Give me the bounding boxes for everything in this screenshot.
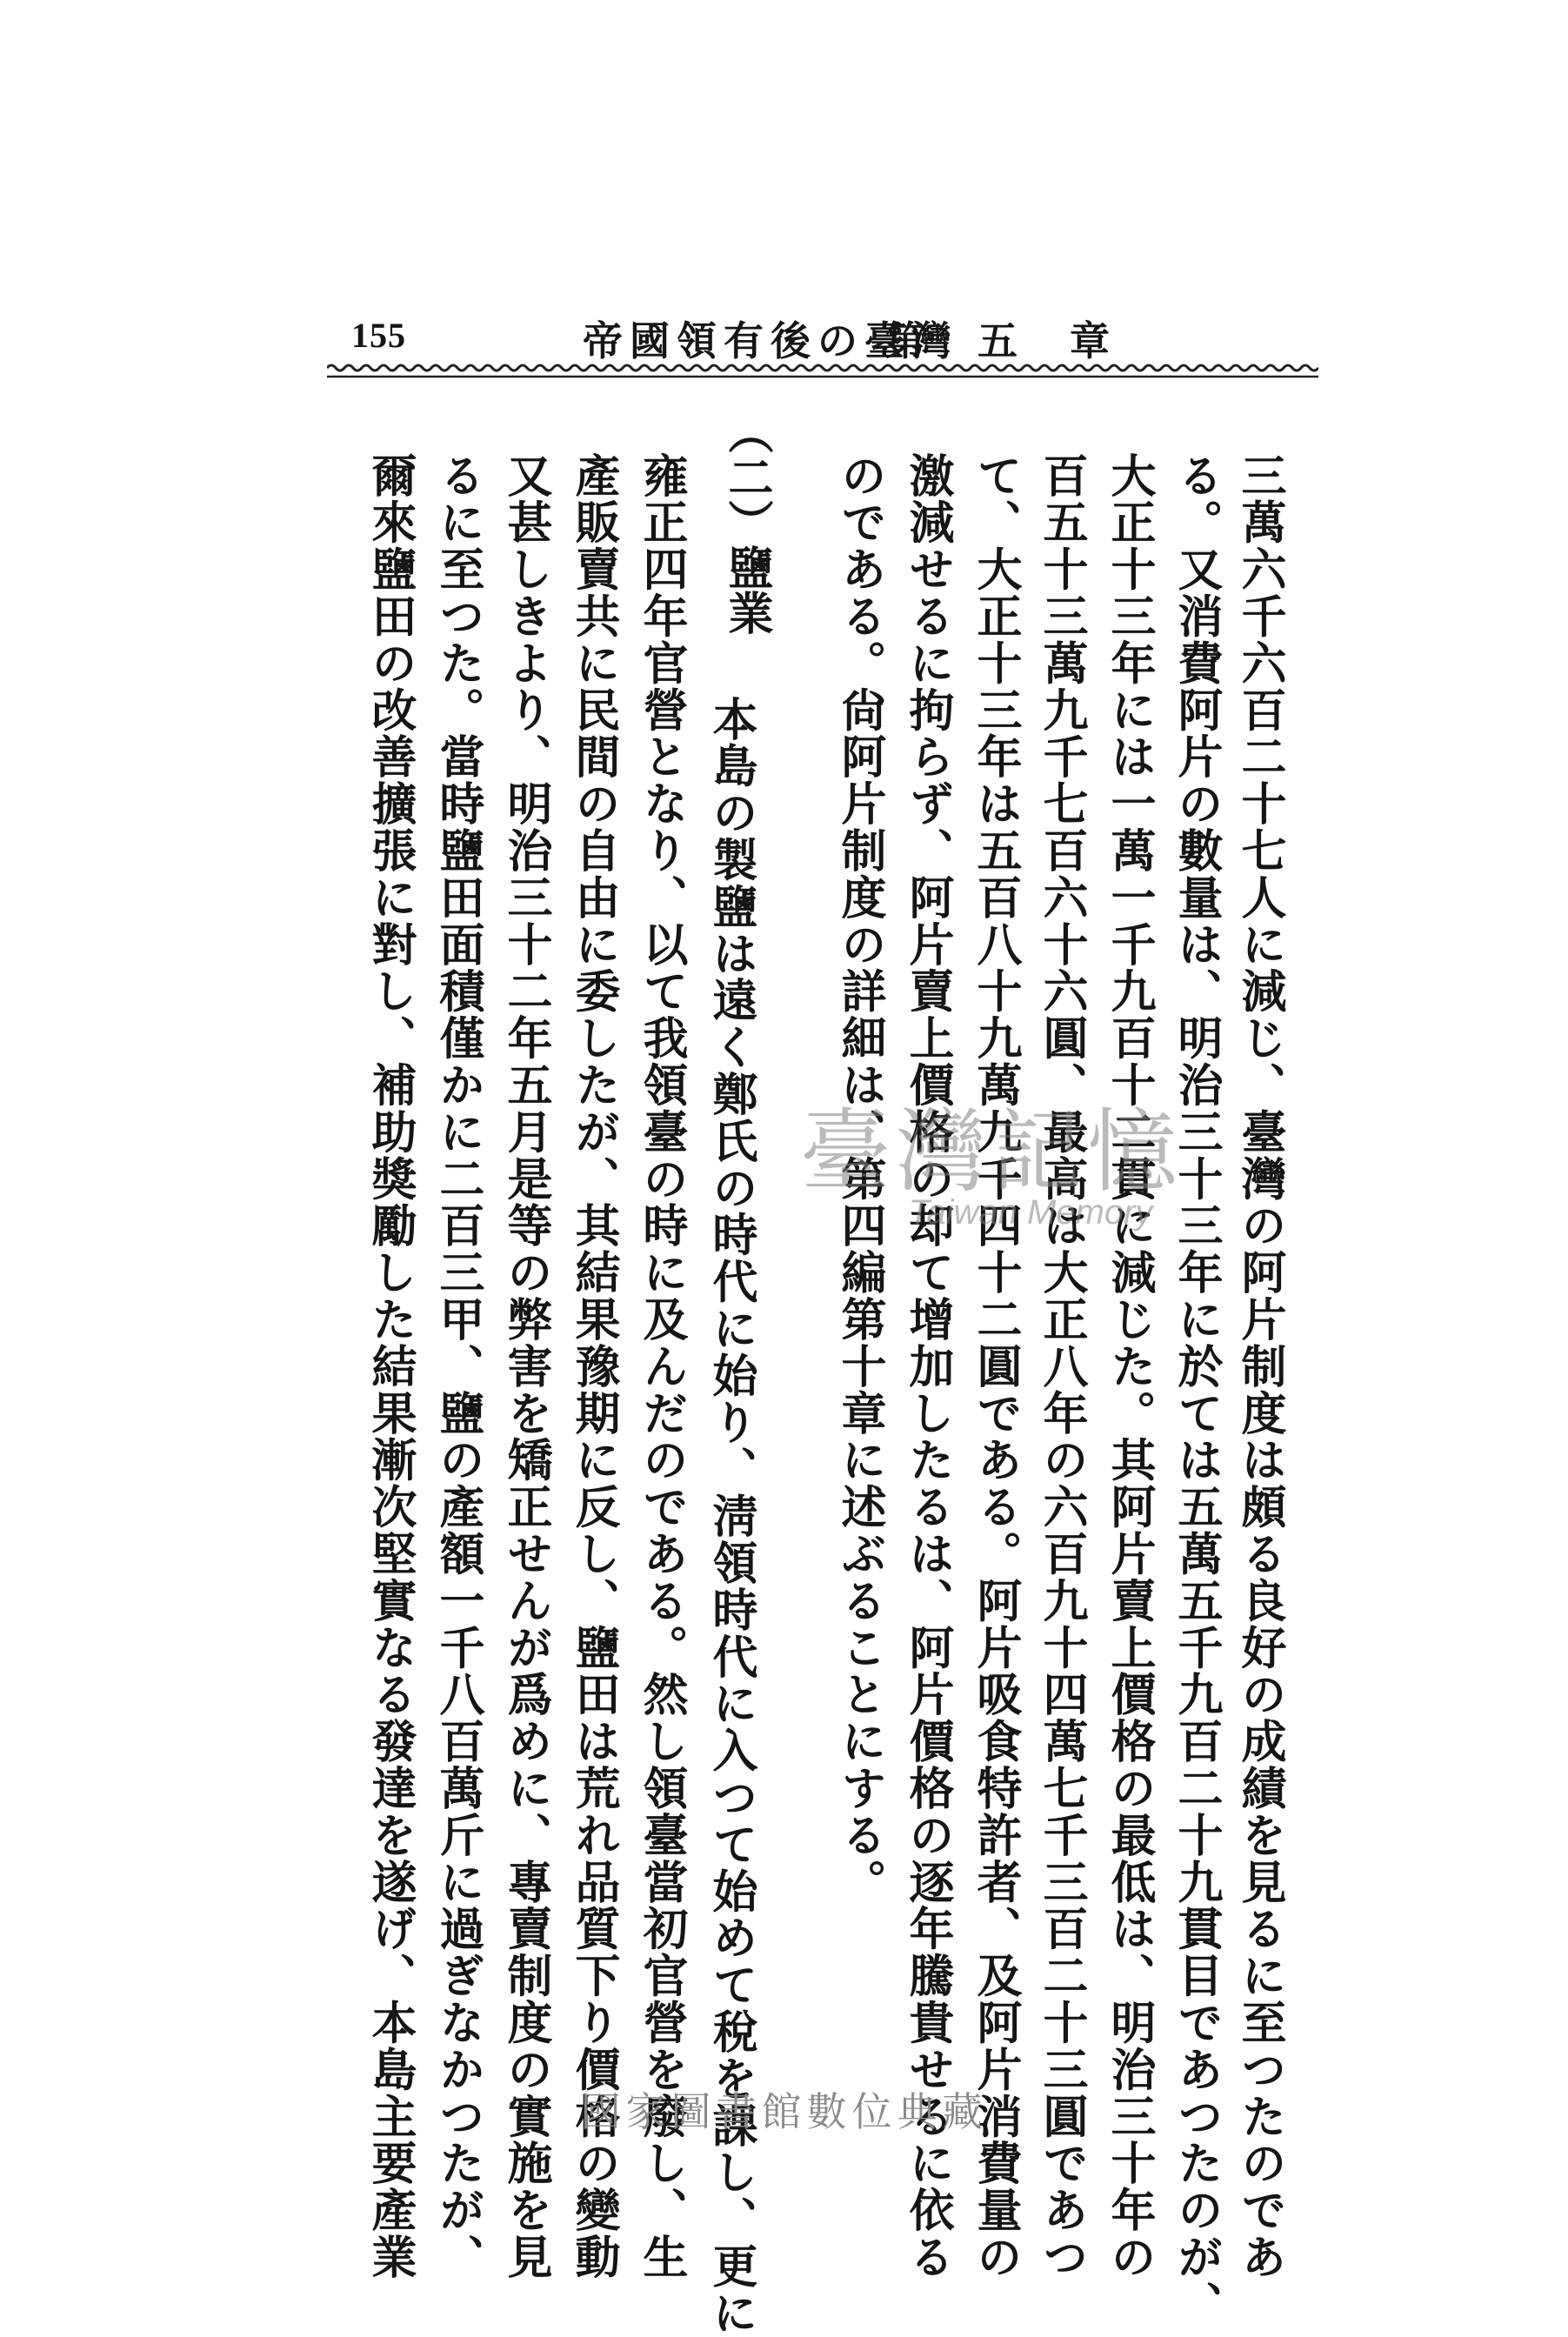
chapter-label: 第五章: [885, 317, 1162, 364]
watermark-chinese: 臺灣記憶: [799, 1098, 1183, 1205]
section-heading: （二）鹽業: [720, 409, 773, 635]
text-column-8: 本島の製鹽は遠く鄭氏の時代に始り、淸領時代に入つて始めて稅を課し、更に: [704, 696, 757, 2337]
text-column-12: るに至つた。當時鹽田面積僅かに二百三甲、鹽の產額一千八百萬斤に過ぎなかつたが、: [431, 452, 484, 2281]
text-column-4: 百五十三萬九千七百六十六圓、最高は大正八年の六百九十四萬七千三百二十三圓であつ: [1035, 452, 1088, 2281]
header-rule: [327, 361, 1318, 380]
text-column-1: 三萬六千六百二十七人に減じ、臺灣の阿片制度は頗る良好の成績を見るに至つたのであ: [1233, 452, 1286, 2281]
chapter-title: 帝國領有後の臺灣: [583, 317, 958, 364]
page-number: 155: [351, 316, 406, 355]
watermark: [765, 1078, 1218, 1232]
text-column-5: て、大正十三年は五百八十九萬九千四十二圓である。阿片吸食特許者、及阿片消費量の: [969, 452, 1022, 2281]
text-column-10: 產販賣共に民間の自由に委したが、其結果豫期に反し、鹽田は荒れ品質下り價格の變動: [567, 452, 620, 2281]
text-column-9: 雍正四年官營となり、以て我領臺の時に及んだのである。然し領臺當初官營を廢し、生: [635, 452, 688, 2281]
text-column-3: 大正十三年には一萬一千九百十二貫に減じた。其阿片賣上價格の最低は、明治三十年の: [1103, 452, 1156, 2281]
text-column-13: 爾來鹽田の改善擴張に對し、補助獎勵した結果漸次堅實なる發達を遂げ、本島主要產業: [364, 452, 417, 2281]
text-column-2: る。又消費阿片の數量は、明治三十三年に於ては五萬五千九百二十九貫目であつたのが、: [1170, 452, 1223, 2327]
watermark-english: Taiwan Memory: [908, 1193, 1153, 1232]
text-column-6: 激減せるに拘らず、阿片賣上價格の却て增加したるは、阿片價格の逐年騰貴せるに依る: [901, 452, 954, 2281]
text-column-11: 又甚しきより、明治三十二年五月是等の弊害を矯正せんが爲めに、專賣制度の實施を見: [499, 452, 552, 2281]
text-column-7: のである。尙阿片制度の詳細は、第四編第十章に述ぶることにする。: [833, 452, 886, 1906]
footer-credit: 國家圖書館數位典藏: [580, 2088, 988, 2135]
